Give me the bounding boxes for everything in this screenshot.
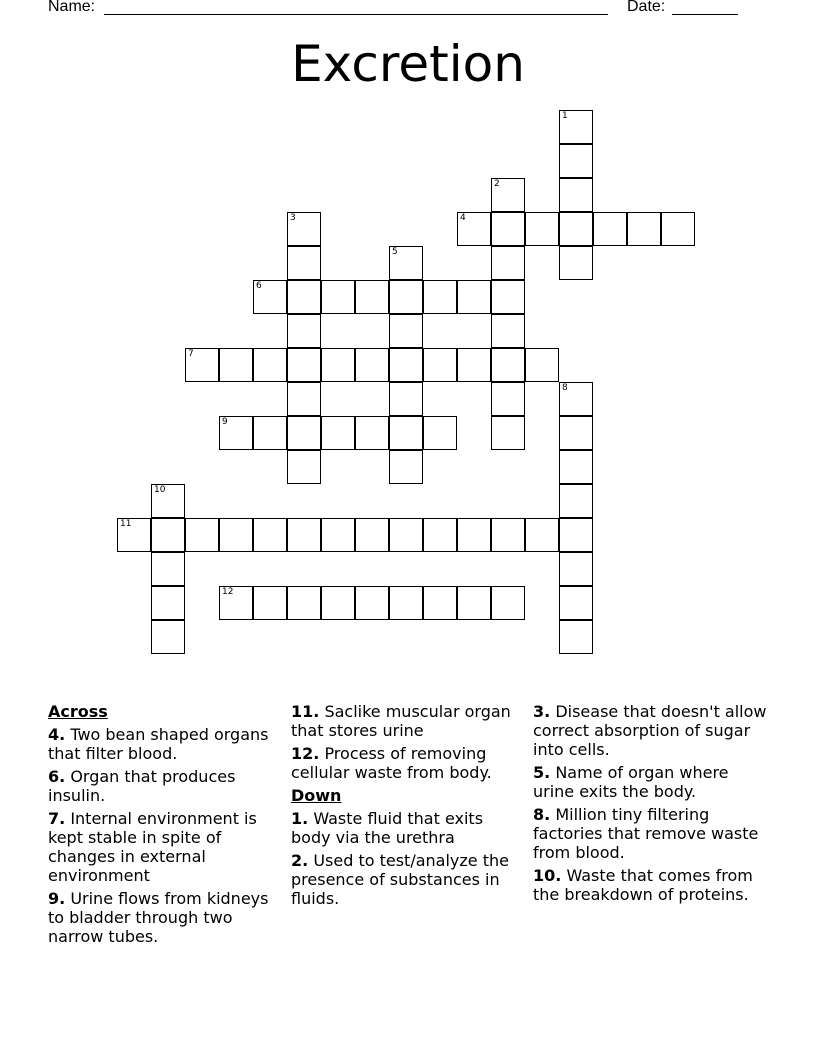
clue-across-6	[48, 767, 288, 805]
grid-cell[interactable]	[423, 518, 457, 552]
grid-cell[interactable]	[321, 416, 355, 450]
grid-cell[interactable]	[321, 348, 355, 382]
grid-cell[interactable]	[253, 348, 287, 382]
grid-cell[interactable]	[423, 416, 457, 450]
grid-cell[interactable]	[627, 212, 661, 246]
clue-number: 2.	[291, 851, 309, 870]
grid-cell[interactable]	[559, 144, 593, 178]
clue-down-8	[533, 805, 773, 862]
grid-cell[interactable]	[389, 246, 423, 280]
cell-number: 7	[188, 349, 194, 359]
grid-cell[interactable]	[491, 518, 525, 552]
grid-cell[interactable]	[287, 314, 321, 348]
clue-text: Used to test/analyze the presence of substances in fluids.	[291, 851, 509, 908]
grid-cell[interactable]	[151, 620, 185, 654]
grid-cell[interactable]	[389, 314, 423, 348]
grid-cell[interactable]	[287, 212, 321, 246]
grid-cell[interactable]	[389, 518, 423, 552]
grid-cell[interactable]	[559, 450, 593, 484]
grid-cell[interactable]	[355, 416, 389, 450]
clue-down-2	[291, 851, 527, 908]
grid-cell[interactable]	[491, 246, 525, 280]
clue-number: 9.	[48, 889, 66, 908]
cell-number: 8	[562, 383, 568, 393]
grid-cell[interactable]	[457, 212, 491, 246]
grid-cell[interactable]	[253, 586, 287, 620]
grid-cell[interactable]	[559, 586, 593, 620]
clue-text: Million tiny filtering factories that remove waste from blood.	[533, 805, 759, 862]
clue-across-7	[48, 809, 288, 885]
grid-cell[interactable]	[389, 348, 423, 382]
grid-cell[interactable]	[253, 280, 287, 314]
cell-number: 6	[256, 281, 262, 291]
grid-cell[interactable]	[559, 484, 593, 518]
grid-cell[interactable]	[423, 348, 457, 382]
grid-cell[interactable]	[491, 314, 525, 348]
clue-text: Urine flows from kidneys to bladder through two narrow tubes.	[48, 889, 269, 946]
clue-across-12	[291, 744, 527, 782]
grid-cell[interactable]	[559, 416, 593, 450]
clue-number: 6.	[48, 767, 66, 786]
clue-number: 4.	[48, 725, 66, 744]
grid-cell[interactable]	[219, 416, 253, 450]
clue-down-10	[533, 866, 773, 904]
grid-cell[interactable]	[151, 518, 185, 552]
grid-cell[interactable]	[491, 382, 525, 416]
clue-number: 1.	[291, 809, 309, 828]
grid-cell[interactable]	[389, 280, 423, 314]
clue-number: 7.	[48, 809, 66, 828]
clue-text: Organ that produces insulin.	[48, 767, 236, 805]
grid-cell[interactable]	[219, 586, 253, 620]
grid-cell[interactable]	[355, 280, 389, 314]
grid-cell[interactable]	[253, 518, 287, 552]
clues-column-3	[533, 702, 773, 908]
date-label: Date:	[627, 0, 666, 15]
grid-cell[interactable]	[559, 212, 593, 246]
clues-column-1	[48, 702, 288, 950]
grid-cell[interactable]	[389, 382, 423, 416]
grid-cell[interactable]	[321, 518, 355, 552]
clue-number: 10.	[533, 866, 562, 885]
name-label: Name:	[48, 0, 96, 15]
clue-number: 8.	[533, 805, 551, 824]
grid-cell[interactable]	[287, 450, 321, 484]
cell-number: 11	[120, 519, 132, 529]
grid-cell[interactable]	[185, 518, 219, 552]
grid-cell[interactable]	[491, 178, 525, 212]
grid-cell[interactable]	[287, 382, 321, 416]
clue-text: Two bean shaped organs that filter blood.	[48, 725, 269, 763]
clue-number: 5.	[533, 763, 551, 782]
grid-cell[interactable]	[593, 212, 627, 246]
grid-cell[interactable]	[457, 518, 491, 552]
grid-cell[interactable]	[491, 280, 525, 314]
grid-cell[interactable]	[287, 586, 321, 620]
page-title: Excretion	[291, 35, 525, 93]
cell-number: 5	[392, 247, 398, 257]
grid-cell[interactable]	[185, 348, 219, 382]
clue-text: Process of removing cellular waste from body.	[291, 744, 492, 782]
grid-cell[interactable]	[253, 416, 287, 450]
clue-number: 12.	[291, 744, 320, 763]
clue-text: Disease that doesn't allow correct absorption of sugar into cells.	[533, 702, 767, 759]
grid-cell[interactable]	[219, 518, 253, 552]
clue-number: 11.	[291, 702, 320, 721]
grid-cell[interactable]	[491, 348, 525, 382]
grid-cell[interactable]	[321, 586, 355, 620]
grid-cell[interactable]	[287, 518, 321, 552]
cell-number: 9	[222, 417, 228, 427]
clue-text: Internal environment is kept stable in spite of changes in external environment	[48, 809, 257, 885]
across-heading: Across	[48, 702, 108, 721]
grid-cell[interactable]	[287, 416, 321, 450]
grid-cell[interactable]	[355, 348, 389, 382]
down-heading: Down	[291, 786, 342, 805]
grid-cell[interactable]	[355, 586, 389, 620]
grid-cell[interactable]	[491, 212, 525, 246]
clue-text: Waste that comes from the breakdown of proteins.	[533, 866, 753, 904]
grid-cell[interactable]	[389, 586, 423, 620]
grid-cell[interactable]	[559, 110, 593, 144]
clue-text: Name of organ where urine exits the body.	[533, 763, 729, 801]
grid-cell[interactable]	[559, 518, 593, 552]
clue-text: Saclike muscular organ that stores urine	[291, 702, 511, 740]
grid-cell[interactable]	[287, 246, 321, 280]
clue-across-4	[48, 725, 288, 763]
grid-cell[interactable]	[559, 178, 593, 212]
grid-cell[interactable]	[525, 518, 559, 552]
grid-cell[interactable]	[525, 212, 559, 246]
grid-cell[interactable]	[219, 348, 253, 382]
grid-cell[interactable]	[423, 280, 457, 314]
grid-cell[interactable]	[491, 586, 525, 620]
grid-cell[interactable]	[457, 280, 491, 314]
grid-cell[interactable]	[151, 586, 185, 620]
clue-across-9	[48, 889, 288, 946]
grid-cell[interactable]	[491, 416, 525, 450]
grid-cell[interactable]	[457, 586, 491, 620]
grid-cell[interactable]	[457, 348, 491, 382]
grid-cell[interactable]	[559, 620, 593, 654]
clue-down-1	[291, 809, 527, 847]
grid-cell[interactable]	[389, 450, 423, 484]
grid-cell[interactable]	[287, 348, 321, 382]
grid-cell[interactable]	[525, 348, 559, 382]
cell-number: 4	[460, 213, 466, 223]
cell-number: 1	[562, 111, 568, 121]
grid-cell[interactable]	[151, 552, 185, 586]
clue-number: 3.	[533, 702, 551, 721]
grid-cell[interactable]	[151, 484, 185, 518]
clue-across-11	[291, 702, 527, 740]
grid-cell[interactable]	[559, 246, 593, 280]
grid-cell[interactable]	[389, 416, 423, 450]
grid-cell[interactable]	[559, 382, 593, 416]
cell-number: 12	[222, 587, 234, 597]
cell-number: 10	[154, 485, 166, 495]
grid-cell[interactable]	[661, 212, 695, 246]
clues-column-2	[291, 702, 527, 912]
grid-cell[interactable]	[423, 586, 457, 620]
cell-number: 3	[290, 213, 296, 223]
grid-cell[interactable]	[287, 280, 321, 314]
clue-text: Waste fluid that exits body via the urethra	[291, 809, 484, 847]
clue-down-3	[533, 702, 773, 759]
grid-cell[interactable]	[559, 552, 593, 586]
cell-number: 2	[494, 179, 500, 189]
clue-down-5	[533, 763, 773, 801]
grid-cell[interactable]	[321, 280, 355, 314]
grid-cell[interactable]	[117, 518, 151, 552]
grid-cell[interactable]	[355, 518, 389, 552]
